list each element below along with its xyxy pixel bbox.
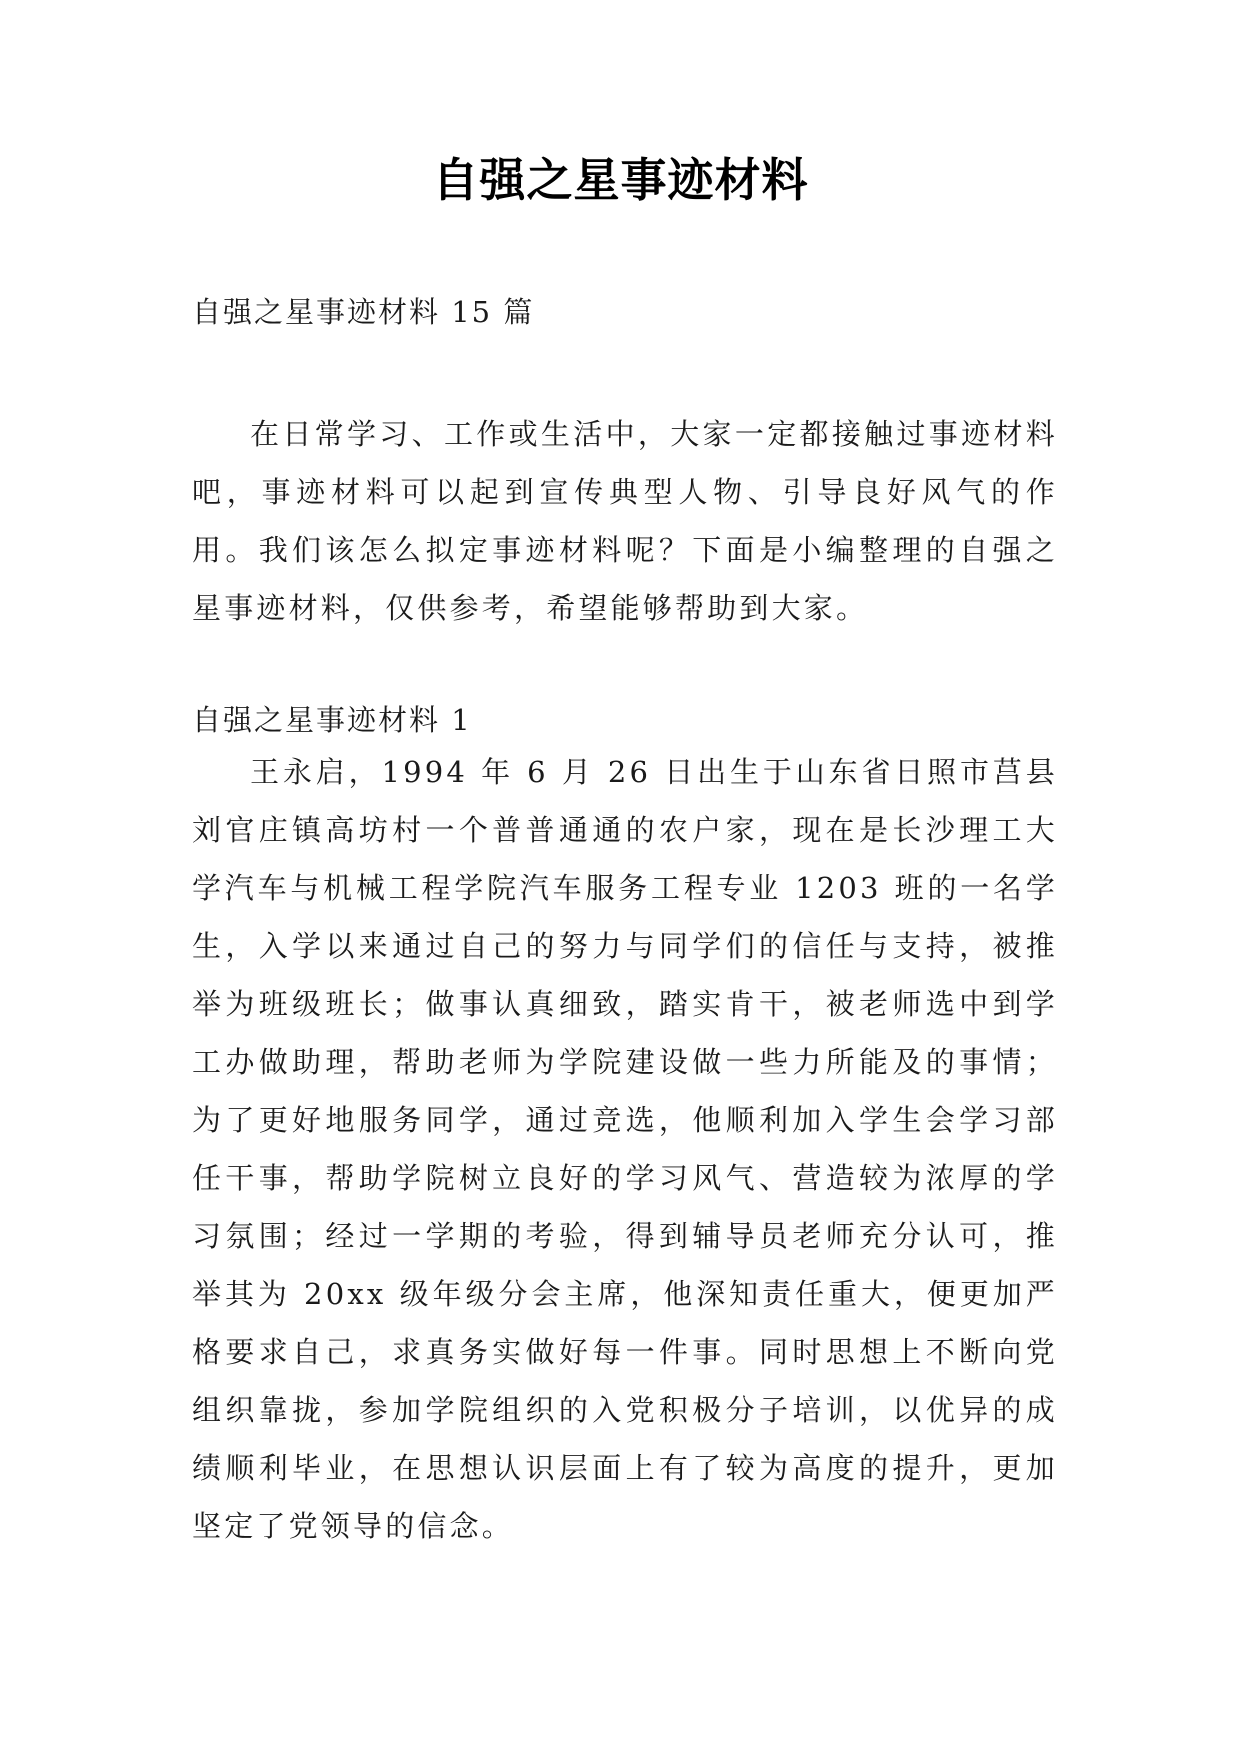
section-body-1: 王永启，1994 年 6 月 26 日出生于山东省日照市莒县刘官庄镇高坊村一个普普通通的农户家，现在是长沙理工大学汽车与机械工程学院汽车服务工程专业 1203 班的一名学生，入学以来通过自己的努力与同学们的信任与支持，被推举为班级班长；做事认真细致，踏实肯干，被老师选中到学工办做助理，帮助老师为学院建设做一些力所能及的事情；为了更好地服务同学，通过竞选，他顺利加入学生会学习部任干事，帮助学院树立良好的学习风气、营造较为浓厚的学习氛围；经过一学期的考验，得到辅导员老师充分认可，推举其为 20xx 级年级分会主席，他深知责任重大，便更加严格要求自己，求真务实做好每一件事。同时思想上不断向党组织靠拢，参加学院组织的入党积极分子培训，以优异的成绩顺利毕业，在思想认识层面上有了较为高度的提升，更加坚定了党领导的信念。 — [192, 755, 1058, 1543]
document-title: 自强之星事迹材料 — [432, 153, 809, 207]
section-heading-1: 自强之星事迹材料 1 — [192, 703, 472, 737]
document-subtitle: 自强之星事迹材料 15 篇 — [192, 295, 535, 329]
intro-paragraph: 在日常学习、工作或生活中，大家一定都接触过事迹材料吧，事迹材料可以起到宣传典型人物、引导良好风气的作用。我们该怎么拟定事迹材料呢？下面是小编整理的自强之星事迹材料，仅供参考，希望能够帮助到大家。 — [192, 417, 1058, 625]
